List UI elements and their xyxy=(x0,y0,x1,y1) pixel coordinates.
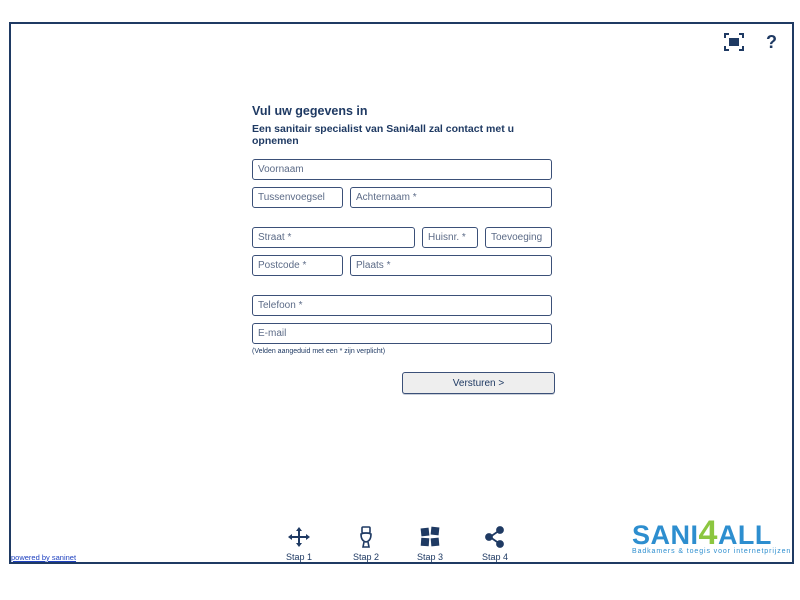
sani4all-logo xyxy=(632,514,792,555)
required-fields-note: (Velden aangeduid met een * zijn verplicht) xyxy=(252,348,386,355)
arrows-move-icon xyxy=(287,526,311,548)
share-icon xyxy=(483,526,507,548)
step-3[interactable] xyxy=(410,526,450,562)
form-subtitle: Een sanitair specialist van Sani4all zal contact met u opnemen xyxy=(252,123,515,147)
toevoeging-input[interactable] xyxy=(485,227,552,248)
huisnr-input[interactable] xyxy=(422,227,478,248)
logo-tagline: Badkamers & toegis voor internetprijzen xyxy=(632,548,792,555)
straat-input[interactable] xyxy=(252,227,415,248)
postcode-input[interactable] xyxy=(252,255,343,276)
tussenvoegsel-input[interactable] xyxy=(252,187,343,208)
submit-button[interactable]: Versturen > xyxy=(402,372,555,394)
fullscreen-icon[interactable] xyxy=(724,33,744,51)
app-frame xyxy=(9,22,794,564)
logo-part-sani: SANI xyxy=(632,520,699,550)
powered-by-link[interactable]: powered by saninet xyxy=(11,553,77,562)
step-1-label: Stap 1 xyxy=(285,552,313,562)
plaats-input[interactable] xyxy=(350,255,552,276)
step-4[interactable] xyxy=(475,526,515,562)
toilet-icon xyxy=(354,526,378,548)
step-2-label: Stap 2 xyxy=(352,552,380,562)
form-title: Vul uw gegevens in xyxy=(252,104,368,118)
step-3-label: Stap 3 xyxy=(416,552,444,562)
tiles-icon xyxy=(418,526,442,548)
help-icon[interactable]: ? xyxy=(766,32,777,52)
step-2[interactable] xyxy=(346,526,386,562)
logo-part-all: ALL xyxy=(717,520,772,550)
logo-part-4: 4 xyxy=(698,514,718,552)
step-4-label: Stap 4 xyxy=(481,552,509,562)
step-1[interactable] xyxy=(279,526,319,562)
telefoon-input[interactable] xyxy=(252,295,552,316)
email-input[interactable] xyxy=(252,323,552,344)
voornaam-input[interactable] xyxy=(252,159,552,180)
achternaam-input[interactable] xyxy=(350,187,552,208)
